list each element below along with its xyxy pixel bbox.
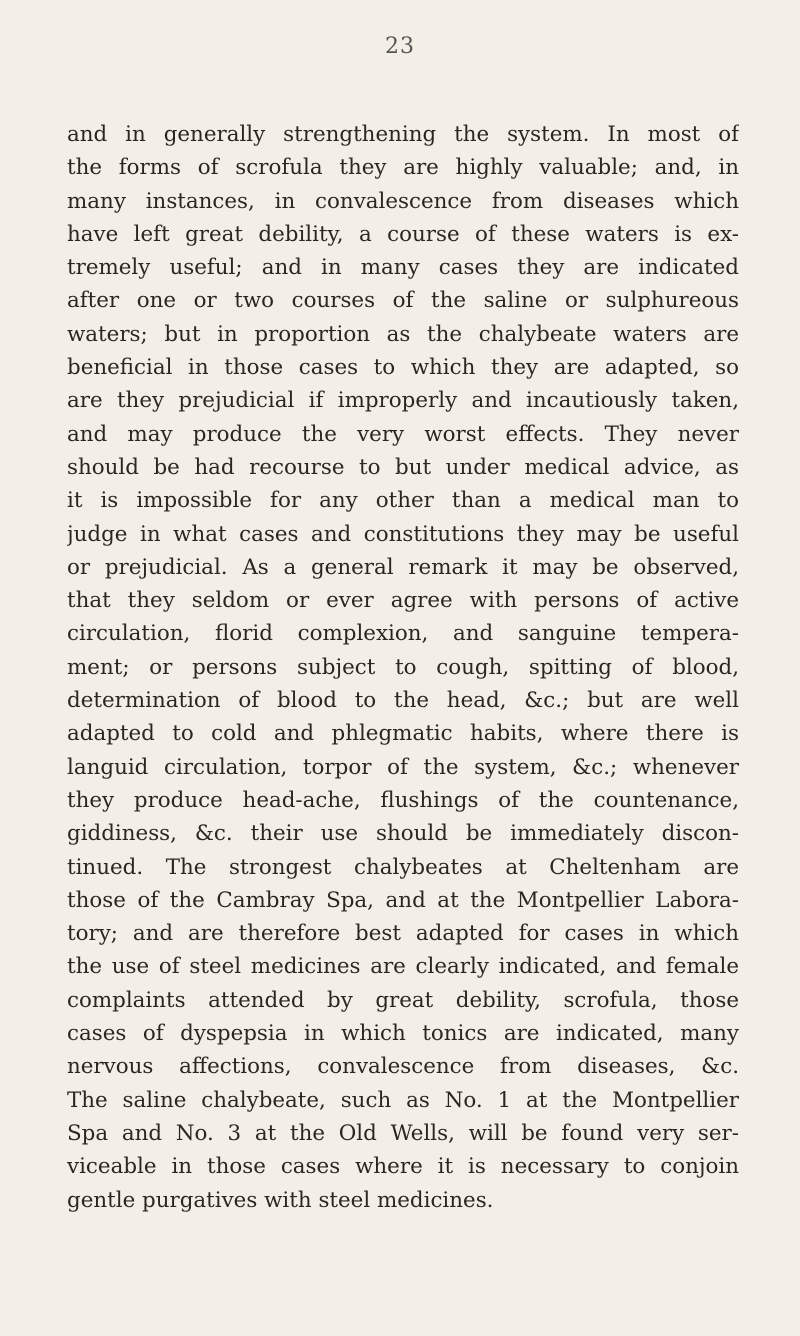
text-line: it is impossible for any other than a medical man to [67,488,739,514]
text-line: are they prejudicial if improperly and incautiously taken, [67,388,739,414]
text-line: judge in what cases and constitutions they may be useful [67,521,739,547]
text-line: and in generally strengthening the system. In most of [67,122,739,147]
text-line: circulation, florid complexion, and sanguine tempera- [67,621,739,647]
text-line: tory; and are therefore best adapted for cases in which [67,921,739,947]
text-line: languid circulation, torpor of the system, &c.; whenever [67,754,739,780]
text-line: determination of blood to the head, &c.; but are well [67,688,739,714]
text-line: cases of dyspepsia in which tonics are indicated, many [67,1021,739,1047]
text-line: complaints attended by great debility, scrofula, those [67,987,739,1013]
text-line: tinued. The strongest chalybeates at Cheltenham are [67,854,739,880]
text-line: have left great debility, a course of these waters is ex- [67,221,739,247]
text-line: the use of steel medicines are clearly indicated, and female [67,954,739,980]
text-line: they produce head-ache, flushings of the countenance, [67,787,739,813]
text-line: giddiness, &c. their use should be immediately discon- [67,821,739,847]
text-line: Spa and No. 3 at the Old Wells, will be found very ser- [67,1120,739,1146]
text-line: adapted to cold and phlegmatic habits, where there is [67,721,739,747]
text-line: ment; or persons subject to cough, spitting of blood, [67,654,739,680]
text-line: tremely useful; and in many cases they are indicated [67,255,739,281]
text-line: should be had recourse to but under medical advice, as [67,454,739,480]
text-line: gentle purgatives with steel medicines. [67,1187,494,1213]
text-line: The saline chalybeate, such as No. 1 at the Montpellier [67,1087,739,1113]
text-line: after one or two courses of the saline or sulphureous [67,288,739,314]
text-line: the forms of scrofula they are highly valuable; and, in [67,155,739,181]
text-line: many instances, in convalescence from diseases which [67,188,739,214]
text-line: nervous affections, convalescence from diseases, &c. [67,1054,739,1080]
text-line: that they seldom or ever agree with persons of active [67,588,739,614]
text-line: or prejudicial. As a general remark it may be observed, [67,554,739,580]
text-line: those of the Cambray Spa, and at the Montpellier Labora- [67,887,739,913]
text-line: viceable in those cases where it is necessary to conjoin [67,1154,739,1180]
body-text [67,118,739,1217]
page-number: 23 [385,34,415,59]
text-line: and may produce the very worst effects. They never [67,421,739,447]
text-line: waters; but in proportion as the chalybeate waters are [67,321,739,347]
text-line: beneficial in those cases to which they are adapted, so [67,355,739,381]
